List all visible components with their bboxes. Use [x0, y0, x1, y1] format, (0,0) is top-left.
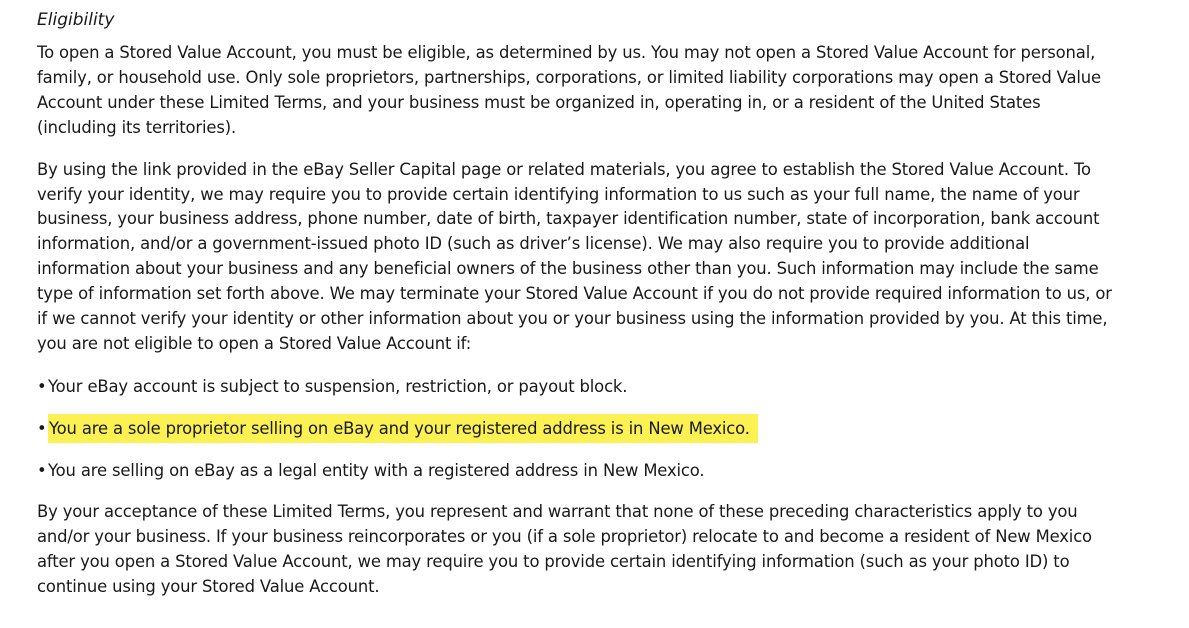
paragraph-eligibility-intro [37, 41, 1169, 141]
paragraph-line: family, or household use. Only sole proprietors, partnerships, corporations, or limited liability corporations may open a Stored Value [37, 67, 1101, 87]
paragraph-identity-verification [37, 158, 1169, 357]
highlighted-text: You are a sole proprietor selling on eBay and your registered address is in New Mexico. [48, 414, 758, 443]
paragraph-line: continue using your Stored Value Account. [37, 576, 380, 596]
paragraph-line: and/or your business. If your business reincorporates or you (if a sole proprietor) relocate to and become a resident of New Mexico [37, 526, 1092, 546]
paragraph-line: information about your business and any beneficial owners of the business other than you. Such information may include the same [37, 259, 1099, 279]
paragraph-line: (including its territories). [37, 117, 237, 137]
ineligibility-list [37, 374, 1169, 483]
list-item [37, 458, 1169, 483]
paragraph-line: To open a Stored Value Account, you must be eligible, as determined by us. You may not open a Stored Value Account for personal, [37, 43, 1096, 62]
bullet-marker: • [37, 460, 47, 480]
list-item-highlighted [37, 416, 1169, 441]
list-item [37, 374, 1169, 399]
paragraph-line: type of information set forth above. We may terminate your Stored Value Account if you do not provide required information to us, or [37, 284, 1112, 304]
paragraph-line: By your acceptance of these Limited Terms, you represent and warrant that none of these preceding characteristics apply to you [37, 501, 1078, 521]
paragraph-line: verify your identity, we may require you to provide certain identifying information to us such as your full name, the name of your [37, 184, 1080, 204]
paragraph-line: business, your business address, phone number, date of birth, taxpayer identification number, state of incorporation, bank account [37, 209, 1100, 229]
bullet-marker: • [37, 376, 47, 396]
paragraph-line: you are not eligible to open a Stored Value Account if: [37, 333, 472, 353]
paragraph-line: information, and/or a government-issued photo ID (such as driver’s license). We may also require you to provide additional [37, 234, 1030, 254]
paragraph-line: if we cannot verify your identity or other information about you or your business using the information provided by you. At this time, [37, 309, 1108, 329]
paragraph-representation [37, 500, 1169, 600]
list-item-text: Your eBay account is subject to suspension, restriction, or payout block. [48, 376, 628, 396]
paragraph-line: By using the link provided in the eBay Seller Capital page or related materials, you agree to establish the Stored Value Account. To [37, 159, 1091, 179]
paragraph-line: after you open a Stored Value Account, we may require you to provide certain identifying information (such as your photo ID) to [37, 551, 1070, 571]
bullet-marker: • [37, 418, 47, 438]
list-item-text: You are selling on eBay as a legal entity with a registered address in New Mexico. [48, 460, 705, 480]
section-heading: Eligibility [37, 10, 115, 30]
paragraph-line: Account under these Limited Terms, and your business must be organized in, operating in, or a resident of the United States [37, 92, 1041, 112]
